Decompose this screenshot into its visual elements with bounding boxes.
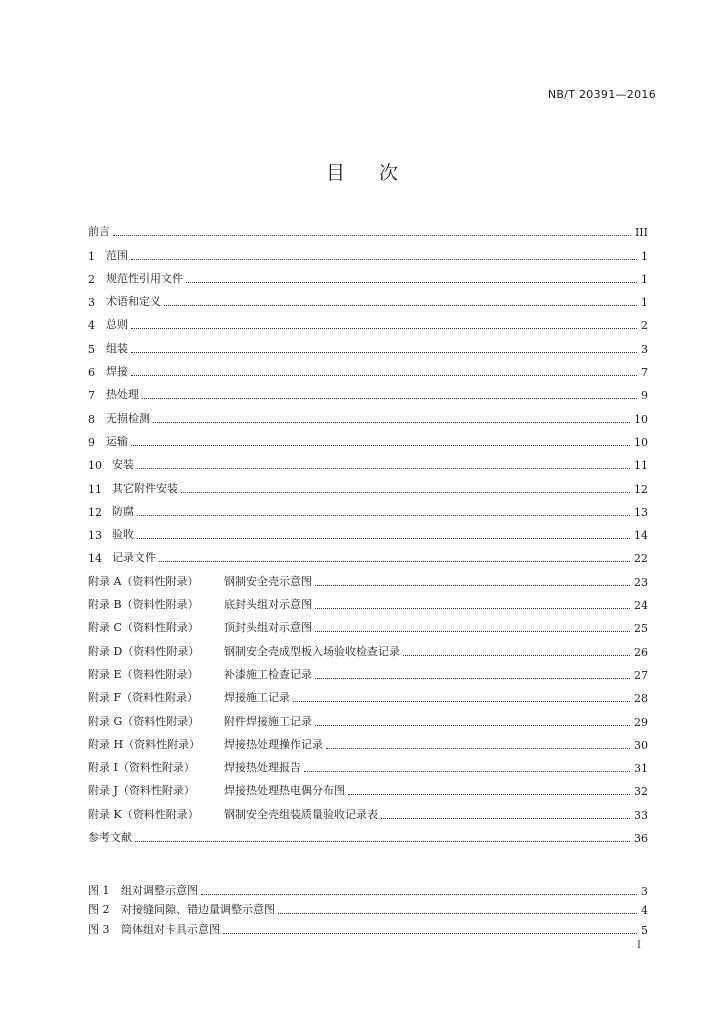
dot-leader <box>315 713 630 726</box>
dot-leader <box>131 340 637 353</box>
toc-entry-label: 热处理 <box>106 388 139 402</box>
toc-entry-page: 11 <box>634 459 648 473</box>
toc-entry-label: 规范性引用文件 <box>106 271 183 285</box>
toc-entry-label: 对接缝间隙、错边量调整示意图 <box>121 903 275 916</box>
toc-entry-label: 无损检测 <box>106 411 150 425</box>
toc-entry[interactable] <box>88 878 648 898</box>
dot-leader <box>315 596 630 609</box>
toc-entry-label: 焊接施工记录 <box>224 691 290 705</box>
dot-leader <box>315 619 630 632</box>
toc-entry-number: 附录 G（资料性附录） <box>88 714 200 728</box>
toc-entry-number: 附录 J（资料性附录） <box>88 784 195 798</box>
toc-entry-page: 25 <box>634 622 648 636</box>
toc-entry-number: 图 2 <box>88 903 110 916</box>
toc-entry-page: III <box>634 226 648 240</box>
toc-entry[interactable] <box>88 379 648 402</box>
toc-entry-number: 附录 I（资料性附录） <box>88 761 195 775</box>
toc-entry-page: 10 <box>634 435 648 449</box>
dot-leader <box>131 247 637 260</box>
toc-entry-label: 附件焊接施工记录 <box>224 714 312 728</box>
toc-entry[interactable] <box>88 239 648 262</box>
toc-entry[interactable] <box>88 898 648 918</box>
toc-entry-label: 组对调整示意图 <box>121 883 198 897</box>
toc-entry[interactable] <box>88 775 648 798</box>
toc-entry-label: 焊接热处理报告 <box>224 761 301 775</box>
toc-entry-page: 27 <box>634 668 648 682</box>
toc-entry-number: 1 <box>88 249 95 263</box>
toc-entry-label: 焊接热处理热电偶分布图 <box>224 784 345 798</box>
toc-entry-number: 附录 C（资料性附录） <box>88 621 199 635</box>
dot-leader <box>131 363 637 376</box>
dot-leader <box>201 882 637 895</box>
figure-list <box>88 878 648 937</box>
toc-entry-page: 3 <box>641 884 648 898</box>
toc-entry-number: 附录 B（资料性附录） <box>88 598 199 612</box>
toc-entry[interactable] <box>88 402 648 425</box>
toc-entry[interactable] <box>88 589 648 612</box>
toc-entry-page: 13 <box>634 505 648 519</box>
toc-entry-page: 29 <box>634 715 648 729</box>
toc-entry-page: 33 <box>634 808 648 822</box>
toc-entry-number: 11 <box>88 482 102 496</box>
page-title: 目 次 <box>325 162 413 184</box>
dot-leader <box>137 456 630 469</box>
dot-leader <box>278 901 637 914</box>
dot-leader <box>131 316 637 329</box>
toc-entry-label: 参考文献 <box>88 831 132 845</box>
toc-entry[interactable] <box>88 542 648 565</box>
toc-entry-label: 补漆施工检查记录 <box>224 667 312 681</box>
toc-entry-number: 8 <box>88 412 95 426</box>
dot-leader <box>131 433 630 446</box>
toc-entry-number: 附录 A（资料性附录） <box>88 574 199 588</box>
dot-leader <box>164 293 637 306</box>
toc-entry-label: 钢制安全壳成型板入场验收检查记录 <box>224 644 400 658</box>
toc-entry[interactable] <box>88 309 648 332</box>
toc-entry[interactable] <box>88 635 648 658</box>
toc-entry-number: 7 <box>88 389 95 403</box>
toc-entry-page: 4 <box>641 904 648 917</box>
dot-leader <box>326 736 630 749</box>
toc-entry-label: 钢制安全壳示意图 <box>224 574 312 588</box>
toc-entry-page: 5 <box>641 923 648 937</box>
toc-entry[interactable] <box>88 729 648 752</box>
toc-entry[interactable] <box>88 519 648 542</box>
toc-entry-label: 术语和定义 <box>106 295 161 309</box>
toc-entry-number: 2 <box>88 272 95 286</box>
toc-entry-page: 1 <box>641 272 648 286</box>
toc-entry-page: 1 <box>641 249 648 263</box>
toc-entry[interactable] <box>88 449 648 472</box>
toc-entry-page: 31 <box>634 762 648 776</box>
toc-entry-label: 钢制安全壳组装质量验收记录表 <box>224 807 378 821</box>
toc-entry-number: 图 3 <box>88 922 110 936</box>
toc-entry-label: 范围 <box>106 248 128 262</box>
toc-entry[interactable] <box>88 612 648 635</box>
toc-entry-number: 附录 F（资料性附录） <box>88 691 199 705</box>
toc-entry-number: 14 <box>88 552 102 566</box>
toc-entry[interactable] <box>88 917 648 937</box>
toc-entry[interactable] <box>88 682 648 705</box>
dot-leader <box>137 526 630 539</box>
toc-entry-number: 5 <box>88 342 95 356</box>
toc-entry[interactable] <box>88 216 648 239</box>
toc-entry-number: 附录 H（资料性附录） <box>88 737 201 751</box>
dot-leader <box>348 782 630 795</box>
toc-entry[interactable] <box>88 286 648 309</box>
dot-leader <box>137 503 630 516</box>
toc-entry-number: 9 <box>88 435 95 449</box>
dot-leader <box>142 386 637 399</box>
table-of-contents <box>88 216 648 845</box>
toc-entry-label: 运输 <box>106 434 128 448</box>
toc-entry-label: 验收 <box>112 528 134 542</box>
toc-entry-number: 附录 K（资料性附录） <box>88 807 199 821</box>
dot-leader <box>223 921 637 934</box>
toc-entry-page: 14 <box>634 529 648 543</box>
toc-entry-label: 前言 <box>88 225 110 239</box>
dot-leader <box>153 410 630 423</box>
toc-entry-page: 12 <box>634 482 648 496</box>
toc-entry[interactable] <box>88 263 648 286</box>
toc-entry[interactable] <box>88 356 648 379</box>
toc-entry[interactable] <box>88 332 648 355</box>
toc-entry-page: 23 <box>634 575 648 589</box>
toc-entry-number: 4 <box>88 319 95 333</box>
toc-entry-label: 防腐 <box>112 504 134 518</box>
dot-leader <box>403 643 630 656</box>
toc-entry-page: 26 <box>634 645 648 659</box>
toc-entry-page: 22 <box>634 552 648 566</box>
toc-entry-number: 10 <box>88 459 102 473</box>
toc-entry-page: 36 <box>634 832 648 846</box>
toc-entry-number: 附录 E（资料性附录） <box>88 667 199 681</box>
toc-entry[interactable] <box>88 426 648 449</box>
toc-entry-label: 筒体组对卡具示意图 <box>121 922 220 936</box>
toc-entry-page: 1 <box>641 296 648 310</box>
dot-leader <box>159 549 630 562</box>
dot-leader <box>113 223 631 236</box>
toc-entry[interactable] <box>88 496 648 519</box>
page-number: I <box>637 940 641 951</box>
toc-entry[interactable] <box>88 659 648 682</box>
toc-entry[interactable] <box>88 705 648 728</box>
toc-entry-page: 7 <box>641 366 648 380</box>
toc-entry-page: 30 <box>634 738 648 752</box>
toc-entry-page: 3 <box>641 342 648 356</box>
standard-code: NB/T 20391—2016 <box>547 88 656 101</box>
dot-leader <box>315 573 630 586</box>
toc-entry[interactable] <box>88 752 648 775</box>
toc-entry-number: 3 <box>88 296 95 310</box>
dot-leader <box>381 806 630 819</box>
toc-entry-number: 图 1 <box>88 883 110 897</box>
toc-entry-number: 12 <box>88 505 102 519</box>
toc-entry-page: 9 <box>641 389 648 403</box>
toc-entry[interactable] <box>88 565 648 588</box>
toc-entry[interactable] <box>88 798 648 821</box>
toc-entry-label: 记录文件 <box>112 551 156 565</box>
toc-entry-number: 13 <box>88 529 102 543</box>
toc-entry-label: 焊接 <box>106 365 128 379</box>
toc-entry-number: 附录 D（资料性附录） <box>88 644 200 658</box>
dot-leader <box>135 829 630 842</box>
toc-entry-label: 安装 <box>112 458 134 472</box>
toc-entry-label: 焊接热处理操作记录 <box>224 737 323 751</box>
toc-entry-page: 24 <box>634 599 648 613</box>
toc-entry-label: 顶封头组对示意图 <box>224 621 312 635</box>
toc-entry-page: 10 <box>634 412 648 426</box>
toc-entry-label: 组装 <box>106 341 128 355</box>
dot-leader <box>293 689 630 702</box>
toc-entry-label: 底封头组对示意图 <box>224 598 312 612</box>
toc-entry-label: 其它附件安装 <box>112 481 178 495</box>
toc-entry[interactable] <box>88 822 648 845</box>
toc-entry-page: 2 <box>641 319 648 333</box>
toc-entry-page: 32 <box>634 785 648 799</box>
dot-leader <box>315 666 630 679</box>
dot-leader <box>186 270 637 283</box>
dot-leader <box>304 759 630 772</box>
toc-entry[interactable] <box>88 472 648 495</box>
toc-entry-label: 总则 <box>106 318 128 332</box>
toc-entry-page: 28 <box>634 692 648 706</box>
toc-entry-number: 6 <box>88 366 95 380</box>
dot-leader <box>181 480 630 493</box>
